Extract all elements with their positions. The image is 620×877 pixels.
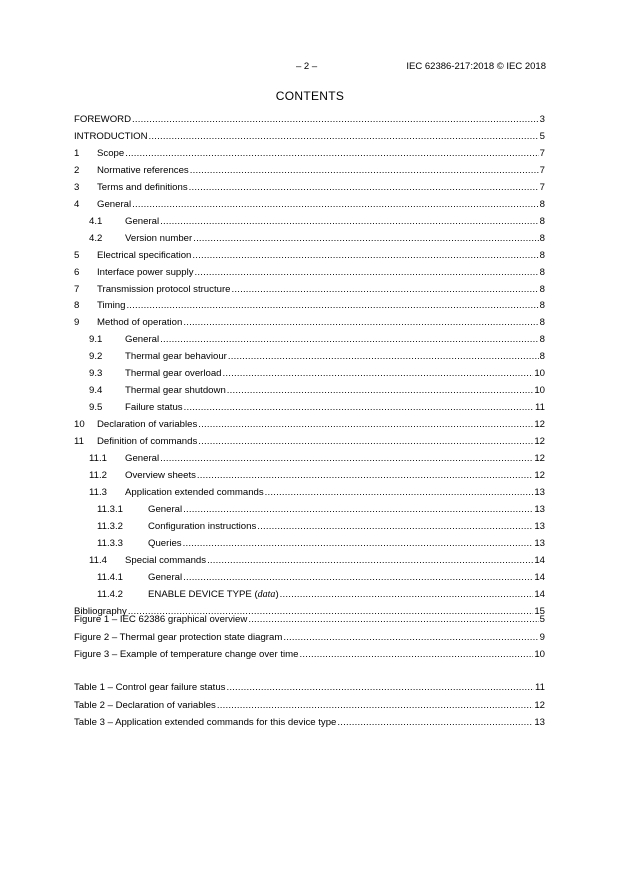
toc-entry-title: Overview sheets xyxy=(125,469,196,481)
toc-entry-title: Table 3 – Application extended commands for this device type xyxy=(74,717,337,728)
toc-entry-number: 8 xyxy=(74,300,80,312)
toc-entry-number: 11.2 xyxy=(89,469,107,481)
toc-entry[interactable] xyxy=(74,613,545,626)
page-number: – 2 – xyxy=(296,61,318,72)
dot-leader xyxy=(195,266,539,279)
dot-leader xyxy=(183,537,534,550)
toc-entry-number: 3 xyxy=(74,181,80,193)
toc-entry-title: Thermal gear behaviour xyxy=(125,351,227,363)
dot-leader xyxy=(265,486,534,499)
toc-entry-title: Terms and definitions xyxy=(97,181,188,193)
dot-leader xyxy=(197,469,533,482)
toc-entry[interactable] xyxy=(74,452,545,465)
toc-entry-page: 12 xyxy=(534,436,545,448)
toc-entry-title: Table 2 – Declaration of variables xyxy=(74,699,216,711)
toc-entry-title-end: ) xyxy=(275,588,279,600)
toc-entry-page: 8 xyxy=(539,351,545,363)
toc-entry-page: 13 xyxy=(534,503,545,515)
toc-entry-number: 4.1 xyxy=(89,215,103,227)
dot-leader xyxy=(183,316,538,329)
toc-entry-title: Special commands xyxy=(125,554,207,566)
toc-entry-page: 8 xyxy=(539,249,545,261)
toc-entry-page: 15 xyxy=(534,605,545,617)
dot-leader xyxy=(160,215,539,228)
toc-entry-title: Failure status xyxy=(125,402,183,414)
toc-entry-number: 9.5 xyxy=(89,402,103,414)
toc-entry-title: Configuration instructions xyxy=(148,520,257,532)
toc-entry-variable: data xyxy=(257,588,276,600)
toc-entry-page: 10 xyxy=(534,368,545,380)
toc-entry-number: 9.1 xyxy=(89,334,103,346)
toc-entry-number: 11.3.3 xyxy=(97,537,123,549)
dot-leader xyxy=(160,452,533,465)
toc-entry[interactable] xyxy=(74,299,545,312)
toc-entry-page: 8 xyxy=(539,232,545,244)
dot-leader xyxy=(300,648,534,661)
toc-entry[interactable] xyxy=(74,571,545,584)
toc-entry[interactable] xyxy=(74,384,545,397)
toc-entry-number: 9.3 xyxy=(89,368,103,380)
toc-entry[interactable] xyxy=(74,469,545,482)
toc-entry[interactable] xyxy=(74,435,545,448)
dot-leader xyxy=(198,418,533,431)
toc-entry-number: 11.4.1 xyxy=(97,571,123,583)
toc-entry[interactable] xyxy=(74,266,545,279)
toc-entry-number: 7 xyxy=(74,283,80,295)
toc-entry[interactable] xyxy=(74,316,545,329)
toc-entry-title: Version number xyxy=(125,232,193,244)
toc-entry-number: 9.4 xyxy=(89,385,103,397)
dot-leader xyxy=(184,401,534,414)
toc-entry-number: 9.2 xyxy=(89,351,103,363)
toc-entry[interactable] xyxy=(74,648,545,661)
toc-entry-number: 10 xyxy=(74,419,85,431)
toc-entry[interactable] xyxy=(74,716,545,729)
dot-leader xyxy=(223,367,534,380)
toc-entry-page: 11 xyxy=(535,682,545,693)
toc-entry[interactable] xyxy=(74,181,545,194)
toc-entry-page: 3 xyxy=(539,114,545,125)
toc-entry[interactable] xyxy=(74,554,545,567)
toc-entry-title: Transmission protocol structure xyxy=(97,283,231,295)
toc-entry-title: General xyxy=(148,571,183,583)
dot-leader xyxy=(193,232,538,245)
toc-entry[interactable] xyxy=(74,681,545,694)
toc-entry-page: 5 xyxy=(539,614,545,625)
toc-entry-page: 8 xyxy=(539,334,545,346)
toc-entry[interactable] xyxy=(74,198,545,211)
toc-entry-page: 13 xyxy=(534,717,545,728)
toc-entry-page: 10 xyxy=(534,385,545,397)
page-header xyxy=(0,61,620,75)
toc-entry[interactable] xyxy=(74,537,545,550)
toc-entry[interactable] xyxy=(74,249,545,262)
toc-entry[interactable] xyxy=(74,283,545,296)
toc-entry-number: 5 xyxy=(74,249,80,261)
toc-entry-title: INTRODUCTION xyxy=(74,130,148,142)
toc-entry-page: 13 xyxy=(534,486,545,498)
dot-leader xyxy=(189,181,539,194)
dot-leader xyxy=(280,588,534,601)
toc-entry[interactable] xyxy=(74,418,545,431)
dot-leader xyxy=(217,699,533,712)
toc-entry-number: 11.4 xyxy=(89,554,107,566)
toc-entry[interactable] xyxy=(74,520,545,533)
toc-entry[interactable] xyxy=(74,147,545,160)
toc-entry-page: 12 xyxy=(534,469,545,481)
toc-entry-title: Normative references xyxy=(97,164,189,176)
dot-leader xyxy=(126,299,538,312)
toc-entry-number: 11.3.2 xyxy=(97,520,123,532)
toc-entry[interactable] xyxy=(74,130,545,143)
toc-entry-page: 13 xyxy=(534,520,545,532)
toc-entry[interactable] xyxy=(74,232,545,245)
toc-entry-title: General xyxy=(125,453,160,464)
toc-entry-number: 4.2 xyxy=(89,232,103,244)
toc-entry-number: 2 xyxy=(74,164,80,176)
toc-entry-title: Figure 2 – Thermal gear protection state diagram xyxy=(74,631,283,643)
dot-leader xyxy=(207,554,533,567)
toc-entry-page: 11 xyxy=(535,402,545,414)
toc-entry-title: General xyxy=(148,503,183,515)
toc-entry-title: General xyxy=(125,215,160,227)
toc-entry-title: Bibliography xyxy=(74,605,127,617)
toc-entry-page: 10 xyxy=(534,649,545,660)
toc-entry-number: 11.3.1 xyxy=(97,503,123,515)
dot-leader xyxy=(190,164,539,177)
toc-entry-title: Method of operation xyxy=(97,317,183,329)
toc-entry-page: 8 xyxy=(539,198,545,210)
toc-entry-page: 13 xyxy=(534,537,545,549)
toc-entry-title: Interface power supply xyxy=(97,266,194,278)
toc-entry-title: Definition of commands xyxy=(97,436,198,448)
toc-entry-number: 11.3 xyxy=(89,486,107,498)
toc-entry[interactable] xyxy=(74,215,545,228)
toc-entry-number: 11 xyxy=(74,436,84,448)
dot-leader xyxy=(183,503,533,516)
dot-leader xyxy=(248,613,538,626)
toc-entry-number: 6 xyxy=(74,266,80,278)
dot-leader xyxy=(149,130,539,143)
contents-title: CONTENTS xyxy=(275,89,345,103)
toc-entry-title: ENABLE DEVICE TYPE ( xyxy=(148,588,258,600)
toc-entry[interactable] xyxy=(74,631,545,644)
dot-leader xyxy=(132,198,539,211)
toc-entry[interactable] xyxy=(74,333,545,346)
toc-entry-title: Queries xyxy=(148,537,182,549)
toc-entry-page: 14 xyxy=(534,588,545,600)
toc-entry-page: 8 xyxy=(539,266,545,278)
dot-leader xyxy=(257,520,533,533)
dot-leader xyxy=(226,681,534,694)
toc-entry-page: 14 xyxy=(534,571,545,583)
toc-entry-page: 7 xyxy=(539,181,545,193)
toc-entry-title: Thermal gear shutdown xyxy=(125,385,226,397)
toc-entry-page: 12 xyxy=(534,699,545,711)
toc-entry-page: 12 xyxy=(534,419,545,431)
toc-entry-title: Electrical specification xyxy=(97,249,192,261)
toc-entry-title: Thermal gear overload xyxy=(125,368,222,380)
toc-entry[interactable] xyxy=(74,164,545,177)
toc-entry[interactable] xyxy=(74,367,545,380)
toc-entry-title: General xyxy=(97,198,132,210)
toc-entry-title: Figure 1 – IEC 62386 graphical overview xyxy=(74,614,248,625)
toc-entry-page: 14 xyxy=(534,554,545,566)
toc-entry-page: 7 xyxy=(539,147,545,159)
toc-entry-number: 4 xyxy=(74,198,80,210)
dot-leader xyxy=(125,147,538,160)
toc-entry-page: 8 xyxy=(539,283,545,295)
toc-entry-title: General xyxy=(125,334,160,346)
toc-entry-title: Timing xyxy=(97,300,126,312)
toc-entry-page: 8 xyxy=(539,317,545,329)
toc-entry[interactable] xyxy=(74,401,545,414)
toc-entry[interactable] xyxy=(74,113,545,126)
dot-leader xyxy=(132,113,539,126)
toc-entry-page: 12 xyxy=(534,453,545,464)
toc-entry-number: 1 xyxy=(74,147,80,159)
toc-entry-title: Declaration of variables xyxy=(97,419,198,431)
dot-leader xyxy=(198,435,533,448)
toc-entry-title: Application extended commands xyxy=(125,486,264,498)
toc-entry[interactable] xyxy=(74,350,545,363)
dot-leader xyxy=(183,571,533,584)
document-reference: IEC 62386-217:2018 © IEC 2018 xyxy=(406,61,546,72)
toc-entry-title: FOREWORD xyxy=(74,114,132,125)
toc-entry-page: 9 xyxy=(539,631,545,643)
dot-leader xyxy=(160,333,539,346)
toc-entry-title: Scope xyxy=(97,147,125,159)
dot-leader xyxy=(192,249,538,262)
toc-entry[interactable] xyxy=(74,503,545,516)
dot-leader xyxy=(228,350,539,363)
dot-leader xyxy=(227,384,534,397)
toc-entry-page: 7 xyxy=(539,164,545,176)
toc-entry-page: 5 xyxy=(539,130,545,142)
dot-leader xyxy=(283,631,538,644)
toc-entry[interactable] xyxy=(74,588,545,601)
toc-entry-number: 11.1 xyxy=(89,453,107,464)
toc-entry-number: 11.4.2 xyxy=(97,588,123,600)
dot-leader xyxy=(337,716,533,729)
toc-entry[interactable] xyxy=(74,699,545,712)
toc-entry-page: 8 xyxy=(539,215,545,227)
toc-entry-title: Table 1 – Control gear failure status xyxy=(74,682,226,693)
toc-entry-number: 9 xyxy=(74,317,80,329)
toc-entry-page: 8 xyxy=(539,300,545,312)
toc-entry[interactable] xyxy=(74,486,545,499)
toc-entry-title: Figure 3 – Example of temperature change over time xyxy=(74,649,299,660)
dot-leader xyxy=(231,283,538,296)
